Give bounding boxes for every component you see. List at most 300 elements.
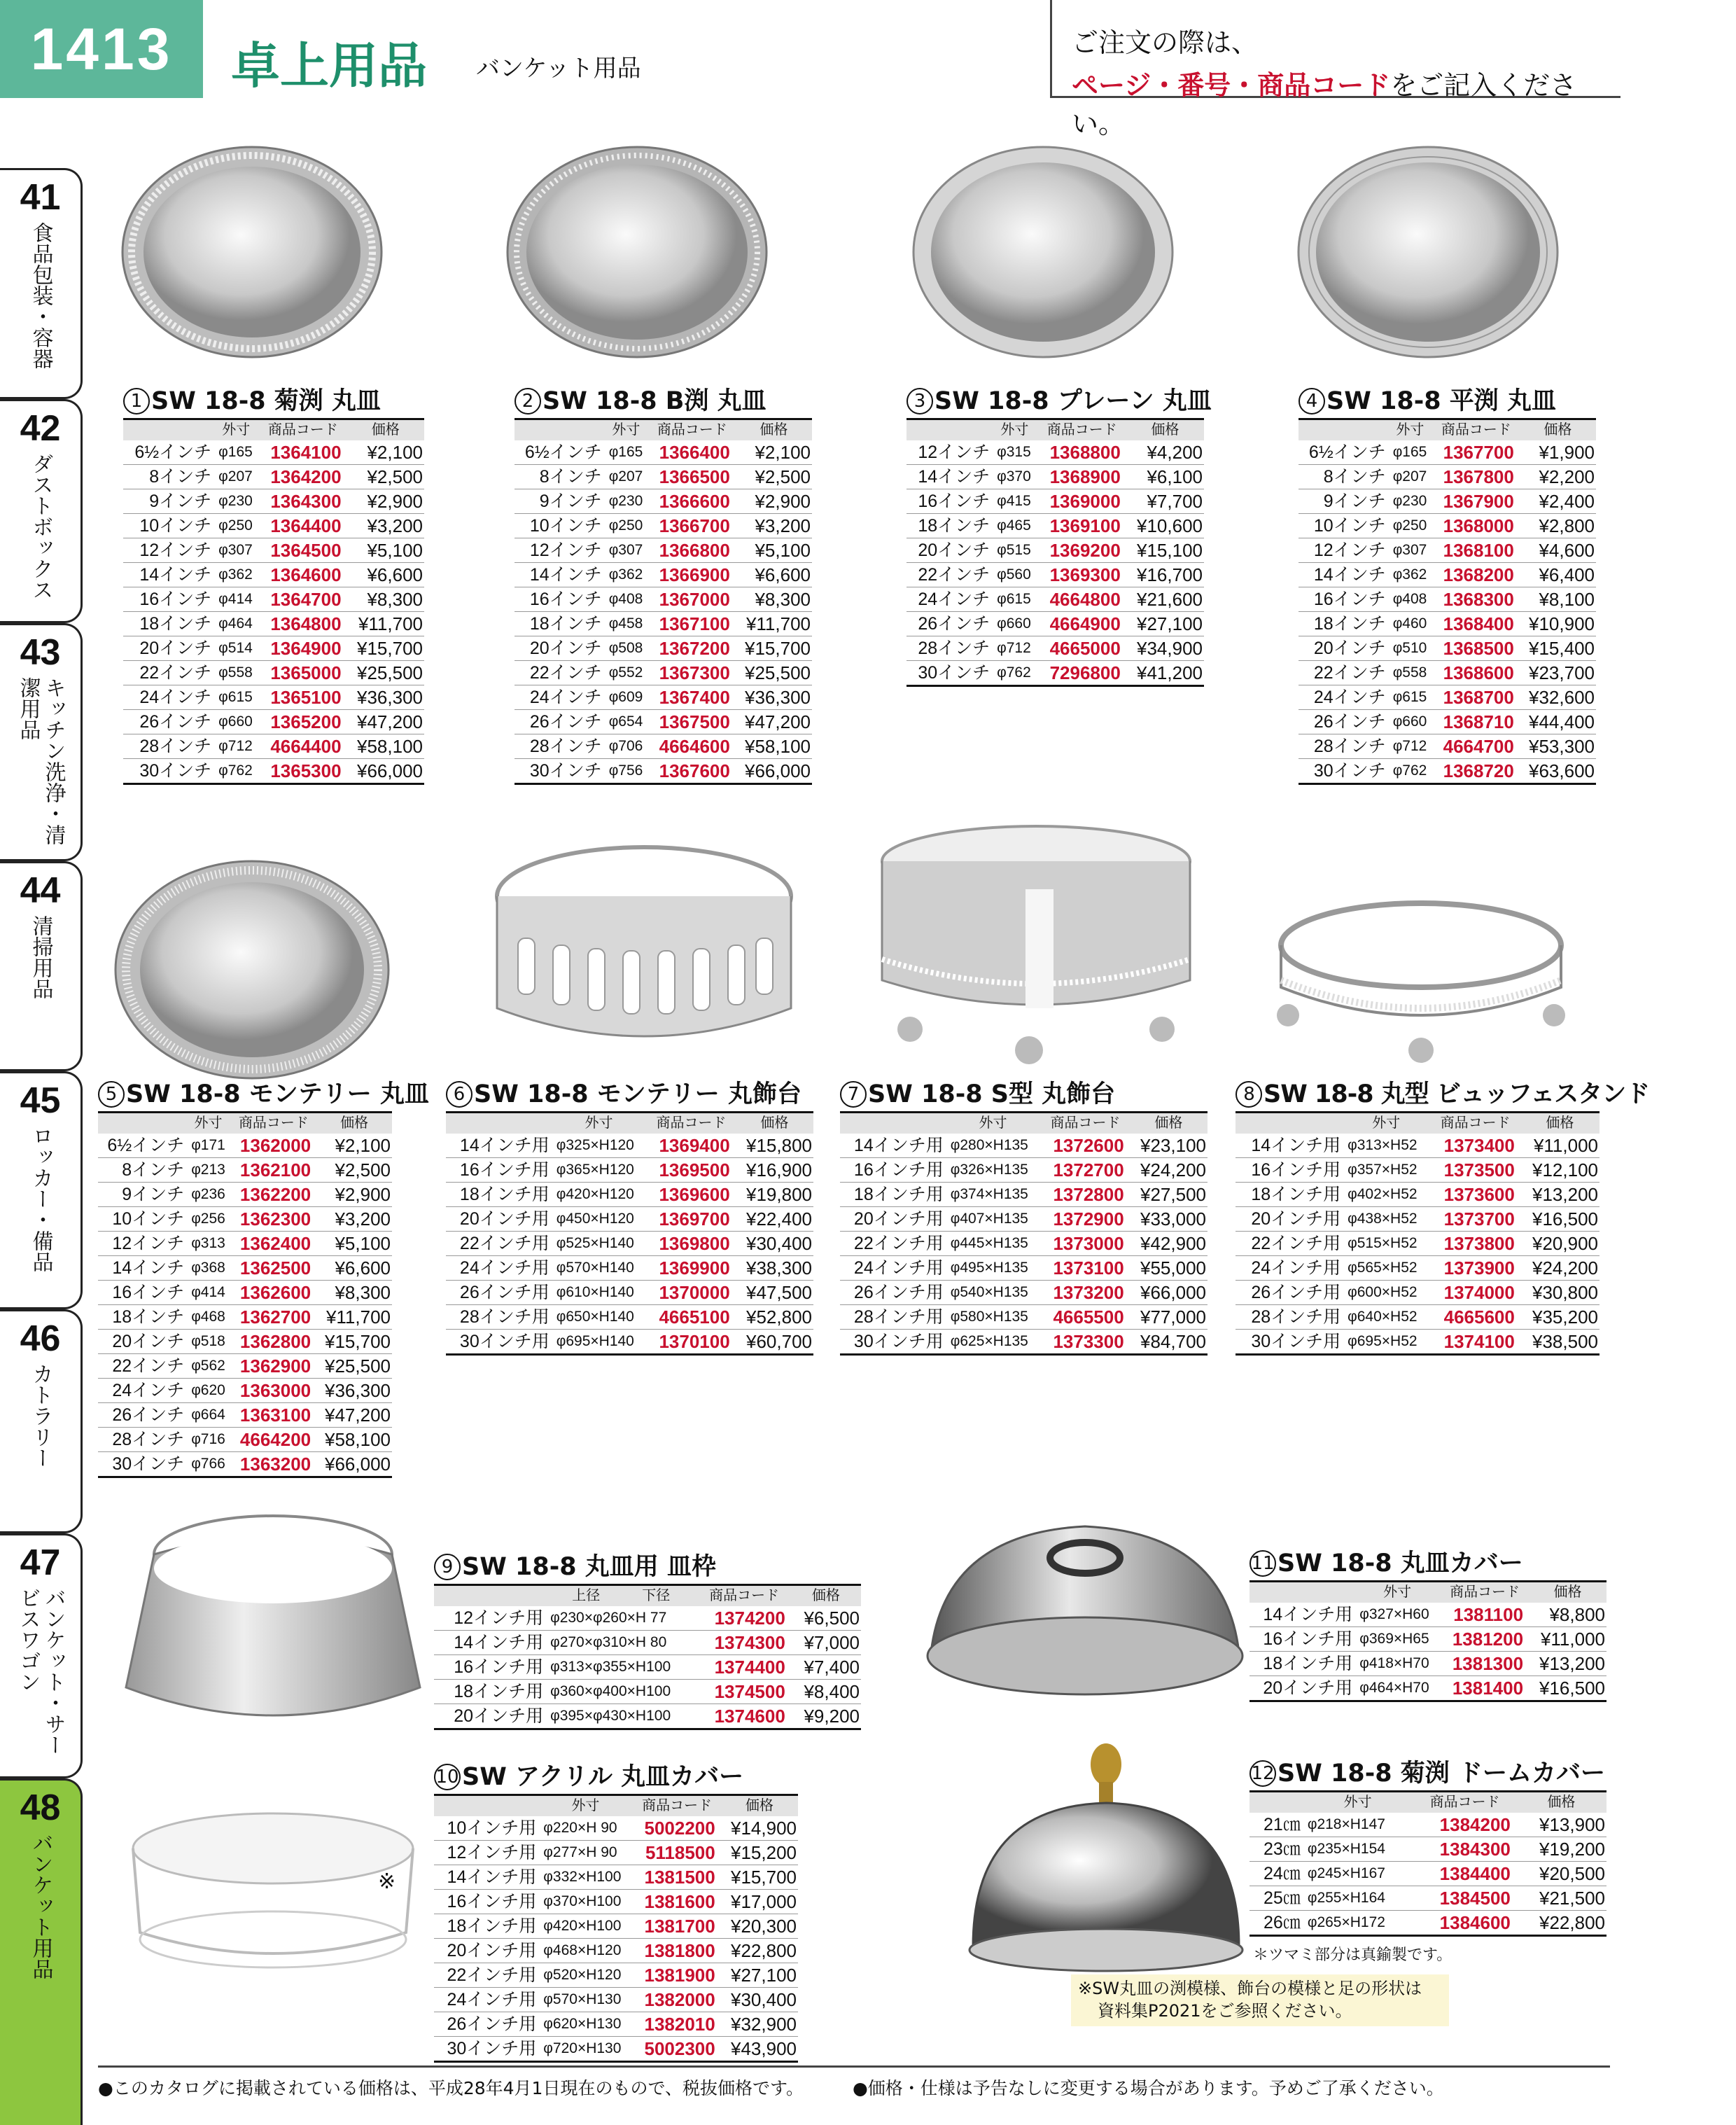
dimension-cell: φ650×H140 — [551, 1305, 648, 1330]
size-cell: 28インチ — [514, 734, 603, 759]
price-cell: ¥66,000 — [316, 1452, 392, 1477]
price-cell: ¥53,300 — [1520, 734, 1596, 759]
table-row — [98, 1428, 392, 1452]
size-cell: 16インチ用 — [1250, 1627, 1354, 1652]
footer — [98, 2065, 1610, 2100]
product-code-cell: 1366500 — [649, 465, 736, 489]
price-cell: ¥30,400 — [736, 1232, 813, 1256]
col-price: 価格 — [1130, 1113, 1208, 1134]
product-code-cell: 1367000 — [649, 587, 736, 612]
tab-label: カトラリー — [28, 1363, 53, 1468]
price-cell: ¥20,300 — [721, 1914, 798, 1939]
stand-s-type-image — [868, 819, 1204, 1071]
table-row — [1250, 1813, 1606, 1837]
price-cell: ¥20,500 — [1516, 1862, 1606, 1886]
product-code-cell: 4665500 — [1041, 1305, 1129, 1330]
product-3 — [906, 382, 1212, 687]
dimension-cell: φ230×φ260×H 77 — [545, 1606, 697, 1631]
product-name: SW 18-8 S型 丸飾台 — [868, 1080, 1116, 1108]
dimension-cell: φ207 — [213, 465, 259, 489]
price-cell: ¥4,600 — [1520, 538, 1596, 563]
size-cell: 18インチ — [906, 514, 991, 538]
size-cell: 22インチ用 — [434, 1963, 538, 1988]
dimension-cell: φ230 — [213, 489, 259, 514]
table-row — [1250, 1886, 1606, 1911]
price-table — [1298, 420, 1596, 785]
table-row — [434, 1963, 798, 1988]
table-row — [434, 1890, 798, 1914]
product-title — [514, 382, 812, 420]
product-code-cell: 1381900 — [634, 1963, 721, 1988]
col-price: 価格 — [1516, 1792, 1606, 1813]
product-number: 2 — [514, 388, 541, 414]
tab-47[interactable] — [0, 1533, 83, 1778]
product-code-cell: 1362000 — [231, 1134, 316, 1158]
table-row — [98, 1134, 392, 1158]
dimension-cell: φ458 — [603, 612, 649, 636]
dimension-cell: φ468 — [186, 1305, 231, 1330]
product-code-cell: 1366900 — [649, 563, 736, 587]
product-title — [434, 1757, 798, 1796]
table-row — [840, 1207, 1208, 1232]
product-code-cell: 1367600 — [649, 759, 736, 784]
table-row — [123, 587, 424, 612]
table-row — [514, 636, 812, 661]
size-cell: 14インチ用 — [1236, 1134, 1342, 1158]
dimension-cell: φ250 — [603, 514, 649, 538]
product-code-cell: 1374100 — [1430, 1330, 1520, 1355]
plate-plain-image — [910, 140, 1176, 364]
size-cell: 10インチ — [123, 514, 213, 538]
plate-frame-image — [119, 1505, 427, 1743]
tab-number: 48 — [20, 1788, 61, 1828]
size-cell: 12インチ — [1298, 538, 1387, 563]
table-row — [1236, 1256, 1600, 1281]
price-cell: ¥21,500 — [1516, 1886, 1606, 1911]
product-number: 3 — [906, 388, 933, 414]
product-code-cell: 1368700 — [1433, 685, 1520, 710]
price-cell: ¥77,000 — [1130, 1305, 1208, 1330]
dimension-cell: φ236 — [186, 1183, 231, 1207]
product-code-cell: 1381800 — [634, 1939, 721, 1963]
table-row — [514, 759, 812, 784]
table-row — [98, 1452, 392, 1477]
table-row — [1298, 440, 1596, 465]
size-cell: 9インチ — [98, 1183, 186, 1207]
product-code-cell: 1365300 — [259, 759, 346, 784]
dimension-cell: φ280×H135 — [945, 1134, 1042, 1158]
price-cell: ¥55,000 — [1130, 1256, 1208, 1281]
dimension-cell: φ408 — [603, 587, 649, 612]
price-cell: ¥25,500 — [736, 661, 812, 685]
table-row — [1298, 636, 1596, 661]
dimension-cell: φ171 — [186, 1134, 231, 1158]
price-cell: ¥2,500 — [736, 465, 812, 489]
table-row — [1298, 489, 1596, 514]
price-cell: ¥27,100 — [1126, 612, 1204, 636]
table-row — [906, 661, 1204, 686]
col-size — [906, 420, 991, 440]
table-row — [1236, 1281, 1600, 1305]
col-dim: 外寸 — [551, 1113, 648, 1134]
price-cell: ¥2,100 — [316, 1134, 392, 1158]
product-12 — [1250, 1754, 1606, 1937]
col-price: 価格 — [316, 1113, 392, 1134]
product-code-cell: 1367400 — [649, 685, 736, 710]
dimension-cell: φ326×H135 — [945, 1158, 1042, 1183]
price-cell: ¥15,700 — [347, 636, 424, 661]
col-dim: 外寸 — [1354, 1582, 1441, 1603]
table-row — [98, 1281, 392, 1305]
size-cell: 18インチ用 — [434, 1914, 538, 1939]
price-table — [434, 1586, 861, 1730]
price-cell: ¥8,800 — [1529, 1603, 1606, 1627]
price-cell: ¥36,300 — [347, 685, 424, 710]
product-4 — [1298, 382, 1596, 785]
dimension-cell: φ762 — [991, 661, 1038, 686]
table-row — [98, 1305, 392, 1330]
size-cell: 22インチ — [906, 563, 991, 587]
table-row — [434, 1704, 861, 1729]
product-code-cell: 1381200 — [1441, 1627, 1529, 1652]
dimension-cell: φ664 — [186, 1403, 231, 1428]
product-code-cell: 1381500 — [634, 1865, 721, 1890]
price-cell: ¥8,100 — [1520, 587, 1596, 612]
stand-monterey-image — [483, 833, 805, 1064]
product-code-cell: 1369600 — [647, 1183, 735, 1207]
plate-monterey-image — [112, 854, 392, 1085]
table-row — [434, 1631, 861, 1655]
size-cell: 28インチ用 — [446, 1305, 551, 1330]
reference-note-line1: ※SW丸皿の渕模様、飾台の模様と足の形状は — [1078, 1979, 1422, 1998]
dimension-cell: φ362 — [1387, 563, 1433, 587]
size-cell: 8インチ — [123, 465, 213, 489]
price-cell: ¥1,900 — [1520, 440, 1596, 465]
size-cell: 14インチ — [514, 563, 603, 587]
dimension-cell: φ265×H172 — [1302, 1911, 1414, 1936]
dimension-cell: φ712 — [213, 734, 259, 759]
tab-43[interactable] — [0, 623, 83, 861]
col-size — [446, 1113, 551, 1134]
dimension-cell: φ460 — [1387, 612, 1433, 636]
table-row — [1298, 587, 1596, 612]
product-code-cell: 1362200 — [231, 1183, 316, 1207]
price-cell: ¥19,200 — [1516, 1837, 1606, 1862]
dimension-cell: φ395×φ430×H100 — [545, 1704, 697, 1729]
tab-label: キッチン洗浄・清潔用品 — [15, 677, 66, 845]
price-cell: ¥30,400 — [721, 1988, 798, 2012]
size-cell: 25㎝ — [1250, 1886, 1302, 1911]
size-cell: 12インチ — [514, 538, 603, 563]
tab-number: 44 — [20, 870, 61, 911]
dimension-cell: φ558 — [213, 661, 259, 685]
col-code: 商品コード — [1441, 1582, 1529, 1603]
plate-cover-image — [917, 1491, 1253, 1722]
table-row — [906, 489, 1204, 514]
col-code: 商品コード — [697, 1586, 790, 1606]
product-name: SW 18-8 プレーン 丸皿 — [934, 387, 1212, 415]
product-code-cell: 1368000 — [1433, 514, 1520, 538]
product-code-cell: 1373600 — [1430, 1183, 1520, 1207]
price-cell: ¥42,900 — [1130, 1232, 1208, 1256]
price-cell: ¥8,300 — [316, 1281, 392, 1305]
col-dim: 外寸 — [538, 1796, 633, 1816]
table-row — [906, 440, 1204, 465]
price-cell: ¥3,200 — [736, 514, 812, 538]
price-cell: ¥2,100 — [347, 440, 424, 465]
dimension-cell: φ600×H52 — [1342, 1281, 1430, 1305]
price-cell: ¥43,900 — [721, 2037, 798, 2062]
product-code-cell: 1373900 — [1430, 1256, 1520, 1281]
tab-number: 47 — [20, 1542, 61, 1583]
product-title — [906, 382, 1212, 420]
size-cell: 26インチ用 — [446, 1281, 551, 1305]
dimension-cell: φ313 — [186, 1232, 231, 1256]
table-row — [98, 1256, 392, 1281]
size-cell: 20インチ — [123, 636, 213, 661]
product-code-cell: 1368900 — [1038, 465, 1126, 489]
price-cell: ¥38,300 — [736, 1256, 813, 1281]
product-code-cell: 1374000 — [1430, 1281, 1520, 1305]
dimension-cell: φ570×H140 — [551, 1256, 648, 1281]
price-cell: ¥7,400 — [791, 1655, 861, 1680]
product-code-cell: 1368800 — [1038, 440, 1126, 465]
size-cell: 23㎝ — [1250, 1837, 1302, 1862]
dimension-cell: φ518 — [186, 1330, 231, 1354]
price-cell: ¥8,300 — [736, 587, 812, 612]
size-cell: 24インチ用 — [1236, 1256, 1342, 1281]
size-cell: 28インチ — [123, 734, 213, 759]
product-code-cell: 1381600 — [634, 1890, 721, 1914]
dimension-cell: φ218×H147 — [1302, 1813, 1414, 1837]
dimension-cell: φ369×H65 — [1354, 1627, 1441, 1652]
size-cell: 26インチ用 — [1236, 1281, 1342, 1305]
table-row — [1250, 1627, 1606, 1652]
table-row — [446, 1158, 813, 1183]
size-cell: 6½インチ — [1298, 440, 1387, 465]
size-cell: 20インチ用 — [446, 1207, 551, 1232]
tab-label: ダストボックス — [28, 453, 53, 600]
table-row — [514, 563, 812, 587]
dimension-cell: φ445×H135 — [945, 1232, 1042, 1256]
table-row — [434, 1939, 798, 1963]
product-code-cell: 4665600 — [1430, 1305, 1520, 1330]
size-cell: 22インチ用 — [1236, 1232, 1342, 1256]
price-table — [514, 420, 812, 785]
price-cell: ¥25,500 — [316, 1354, 392, 1379]
size-cell: 12インチ用 — [434, 1841, 538, 1865]
table-row — [840, 1232, 1208, 1256]
size-cell: 24インチ — [514, 685, 603, 710]
size-cell: 14インチ用 — [434, 1865, 538, 1890]
table-row — [446, 1207, 813, 1232]
price-cell: ¥11,700 — [347, 612, 424, 636]
page-title: 卓上用品 — [231, 37, 427, 95]
size-cell: 20インチ — [514, 636, 603, 661]
product-code-cell: 1364600 — [259, 563, 346, 587]
size-cell: 30インチ — [98, 1452, 186, 1477]
product-number: 11 — [1250, 1550, 1276, 1577]
product-8 — [1236, 1075, 1650, 1356]
tab-46[interactable] — [0, 1309, 83, 1533]
table-row — [123, 636, 424, 661]
size-cell: 20インチ — [906, 538, 991, 563]
size-cell: 28インチ — [906, 636, 991, 661]
product-number: 4 — [1298, 388, 1325, 414]
table-row — [446, 1232, 813, 1256]
size-cell: 16インチ用 — [1236, 1158, 1342, 1183]
product-code-cell: 1367500 — [649, 710, 736, 734]
product-code-cell: 1364300 — [259, 489, 346, 514]
table-row — [434, 1680, 861, 1704]
knob-note: ＊ツマミ部分は真鍮製です。 — [1253, 1946, 1452, 1964]
table-row — [906, 514, 1204, 538]
price-cell: ¥34,900 — [1126, 636, 1204, 661]
size-cell: 16インチ用 — [434, 1890, 538, 1914]
table-row — [906, 612, 1204, 636]
table-row — [123, 661, 424, 685]
dimension-cell: φ368 — [186, 1256, 231, 1281]
col-code: 商品コード — [647, 1113, 735, 1134]
product-code-cell: 1373200 — [1041, 1281, 1129, 1305]
col-code: 商品コード — [1430, 1113, 1520, 1134]
table-row — [98, 1183, 392, 1207]
col-dim: 外寸 — [945, 1113, 1042, 1134]
size-cell: 26インチ — [906, 612, 991, 636]
product-code-cell: 1384300 — [1413, 1837, 1516, 1862]
product-title — [98, 1075, 429, 1113]
dimension-cell: φ660 — [1387, 710, 1433, 734]
dimension-cell: φ580×H135 — [945, 1305, 1042, 1330]
product-code-cell: 1364900 — [259, 636, 346, 661]
dimension-cell: φ720×H130 — [538, 2037, 633, 2062]
product-code-cell: 1362800 — [231, 1330, 316, 1354]
size-cell: 14インチ — [123, 563, 213, 587]
size-cell: 22インチ — [98, 1354, 186, 1379]
price-cell: ¥10,600 — [1126, 514, 1204, 538]
size-cell: 24インチ用 — [434, 1988, 538, 2012]
dimension-cell: φ230 — [1387, 489, 1433, 514]
product-number: 5 — [98, 1081, 125, 1108]
product-code-cell: 1362600 — [231, 1281, 316, 1305]
table-row — [98, 1379, 392, 1403]
dimension-cell: φ362 — [603, 563, 649, 587]
product-6 — [446, 1075, 813, 1356]
size-cell: 24インチ — [123, 685, 213, 710]
dimension-cell: φ277×H 90 — [538, 1841, 633, 1865]
product-code-cell: 1363000 — [231, 1379, 316, 1403]
price-cell: ¥84,700 — [1130, 1330, 1208, 1355]
table-row — [906, 465, 1204, 489]
tab-41[interactable] — [0, 168, 83, 399]
product-name: SW 18-8 平渕 丸皿 — [1326, 387, 1556, 415]
product-title — [1250, 1754, 1606, 1792]
size-cell: 14インチ用 — [840, 1134, 945, 1158]
product-number: 1 — [123, 388, 150, 414]
dimension-cell: φ165 — [603, 440, 649, 465]
tab-44[interactable] — [0, 861, 83, 1071]
size-cell: 30インチ — [123, 759, 213, 784]
table-row — [1250, 1862, 1606, 1886]
product-code-cell: 1364800 — [259, 612, 346, 636]
price-cell: ¥9,200 — [791, 1704, 861, 1729]
table-row — [840, 1330, 1208, 1355]
price-cell: ¥3,200 — [316, 1207, 392, 1232]
col-dim: 外寸 — [603, 420, 649, 440]
price-cell: ¥47,200 — [736, 710, 812, 734]
size-cell: 24インチ用 — [840, 1256, 945, 1281]
product-code-cell: 4664700 — [1433, 734, 1520, 759]
dimension-cell: φ570×H130 — [538, 1988, 633, 2012]
dimension-cell: φ712 — [991, 636, 1038, 661]
size-cell: 9インチ — [1298, 489, 1387, 514]
col-size — [1298, 420, 1387, 440]
dimension-cell: φ307 — [213, 538, 259, 563]
product-code-cell: 1368300 — [1433, 587, 1520, 612]
price-cell: ¥3,200 — [347, 514, 424, 538]
product-code-cell: 1362100 — [231, 1158, 316, 1183]
dimension-cell: φ315 — [991, 440, 1038, 465]
buffet-stand-image — [1260, 889, 1582, 1078]
price-cell: ¥22,800 — [1516, 1911, 1606, 1936]
product-code-cell: 1369700 — [647, 1207, 735, 1232]
product-code-cell: 1369500 — [647, 1158, 735, 1183]
size-cell: 8インチ — [514, 465, 603, 489]
col-dim: 外寸 — [213, 420, 259, 440]
product-code-cell: 1369400 — [647, 1134, 735, 1158]
price-cell: ¥6,100 — [1126, 465, 1204, 489]
product-code-cell: 4665000 — [1038, 636, 1126, 661]
tab-48[interactable] — [0, 1778, 83, 2125]
product-title — [446, 1075, 813, 1113]
size-cell: 12インチ — [98, 1232, 186, 1256]
col-size — [840, 1113, 945, 1134]
reference-note-line2: 資料集P2021をご参照ください。 — [1098, 2001, 1352, 2021]
dimension-cell: φ325×H120 — [551, 1134, 648, 1158]
product-code-cell: 1384400 — [1413, 1862, 1516, 1886]
price-cell: ¥16,700 — [1126, 563, 1204, 587]
size-cell: 6½インチ — [514, 440, 603, 465]
table-row — [514, 587, 812, 612]
table-row — [1236, 1134, 1600, 1158]
product-code-cell: 1367200 — [649, 636, 736, 661]
price-cell: ¥17,000 — [721, 1890, 798, 1914]
table-row — [514, 734, 812, 759]
table-row — [434, 1988, 798, 2012]
price-cell: ¥2,500 — [316, 1158, 392, 1183]
size-cell: 20インチ用 — [1236, 1207, 1342, 1232]
plate-hira-image — [1295, 140, 1561, 364]
dimension-cell: φ357×H52 — [1342, 1158, 1430, 1183]
price-cell: ¥32,900 — [721, 2012, 798, 2037]
product-10 — [434, 1757, 798, 2063]
dimension-cell: φ716 — [186, 1428, 231, 1452]
dimension-cell: φ515 — [991, 538, 1038, 563]
product-11 — [1250, 1544, 1606, 1702]
price-cell: ¥63,600 — [1520, 759, 1596, 784]
order-note-red: ページ・番号・商品コード — [1072, 70, 1391, 101]
table-row — [446, 1256, 813, 1281]
table-row — [840, 1183, 1208, 1207]
tab-42[interactable] — [0, 399, 83, 623]
product-code-cell: 1370100 — [647, 1330, 735, 1355]
price-cell: ¥16,900 — [736, 1158, 813, 1183]
price-cell: ¥13,200 — [1520, 1183, 1600, 1207]
dimension-cell: φ362 — [213, 563, 259, 587]
dimension-cell: φ464×H70 — [1354, 1676, 1441, 1701]
product-code-cell: 1373100 — [1041, 1256, 1129, 1281]
tab-45[interactable] — [0, 1071, 83, 1309]
